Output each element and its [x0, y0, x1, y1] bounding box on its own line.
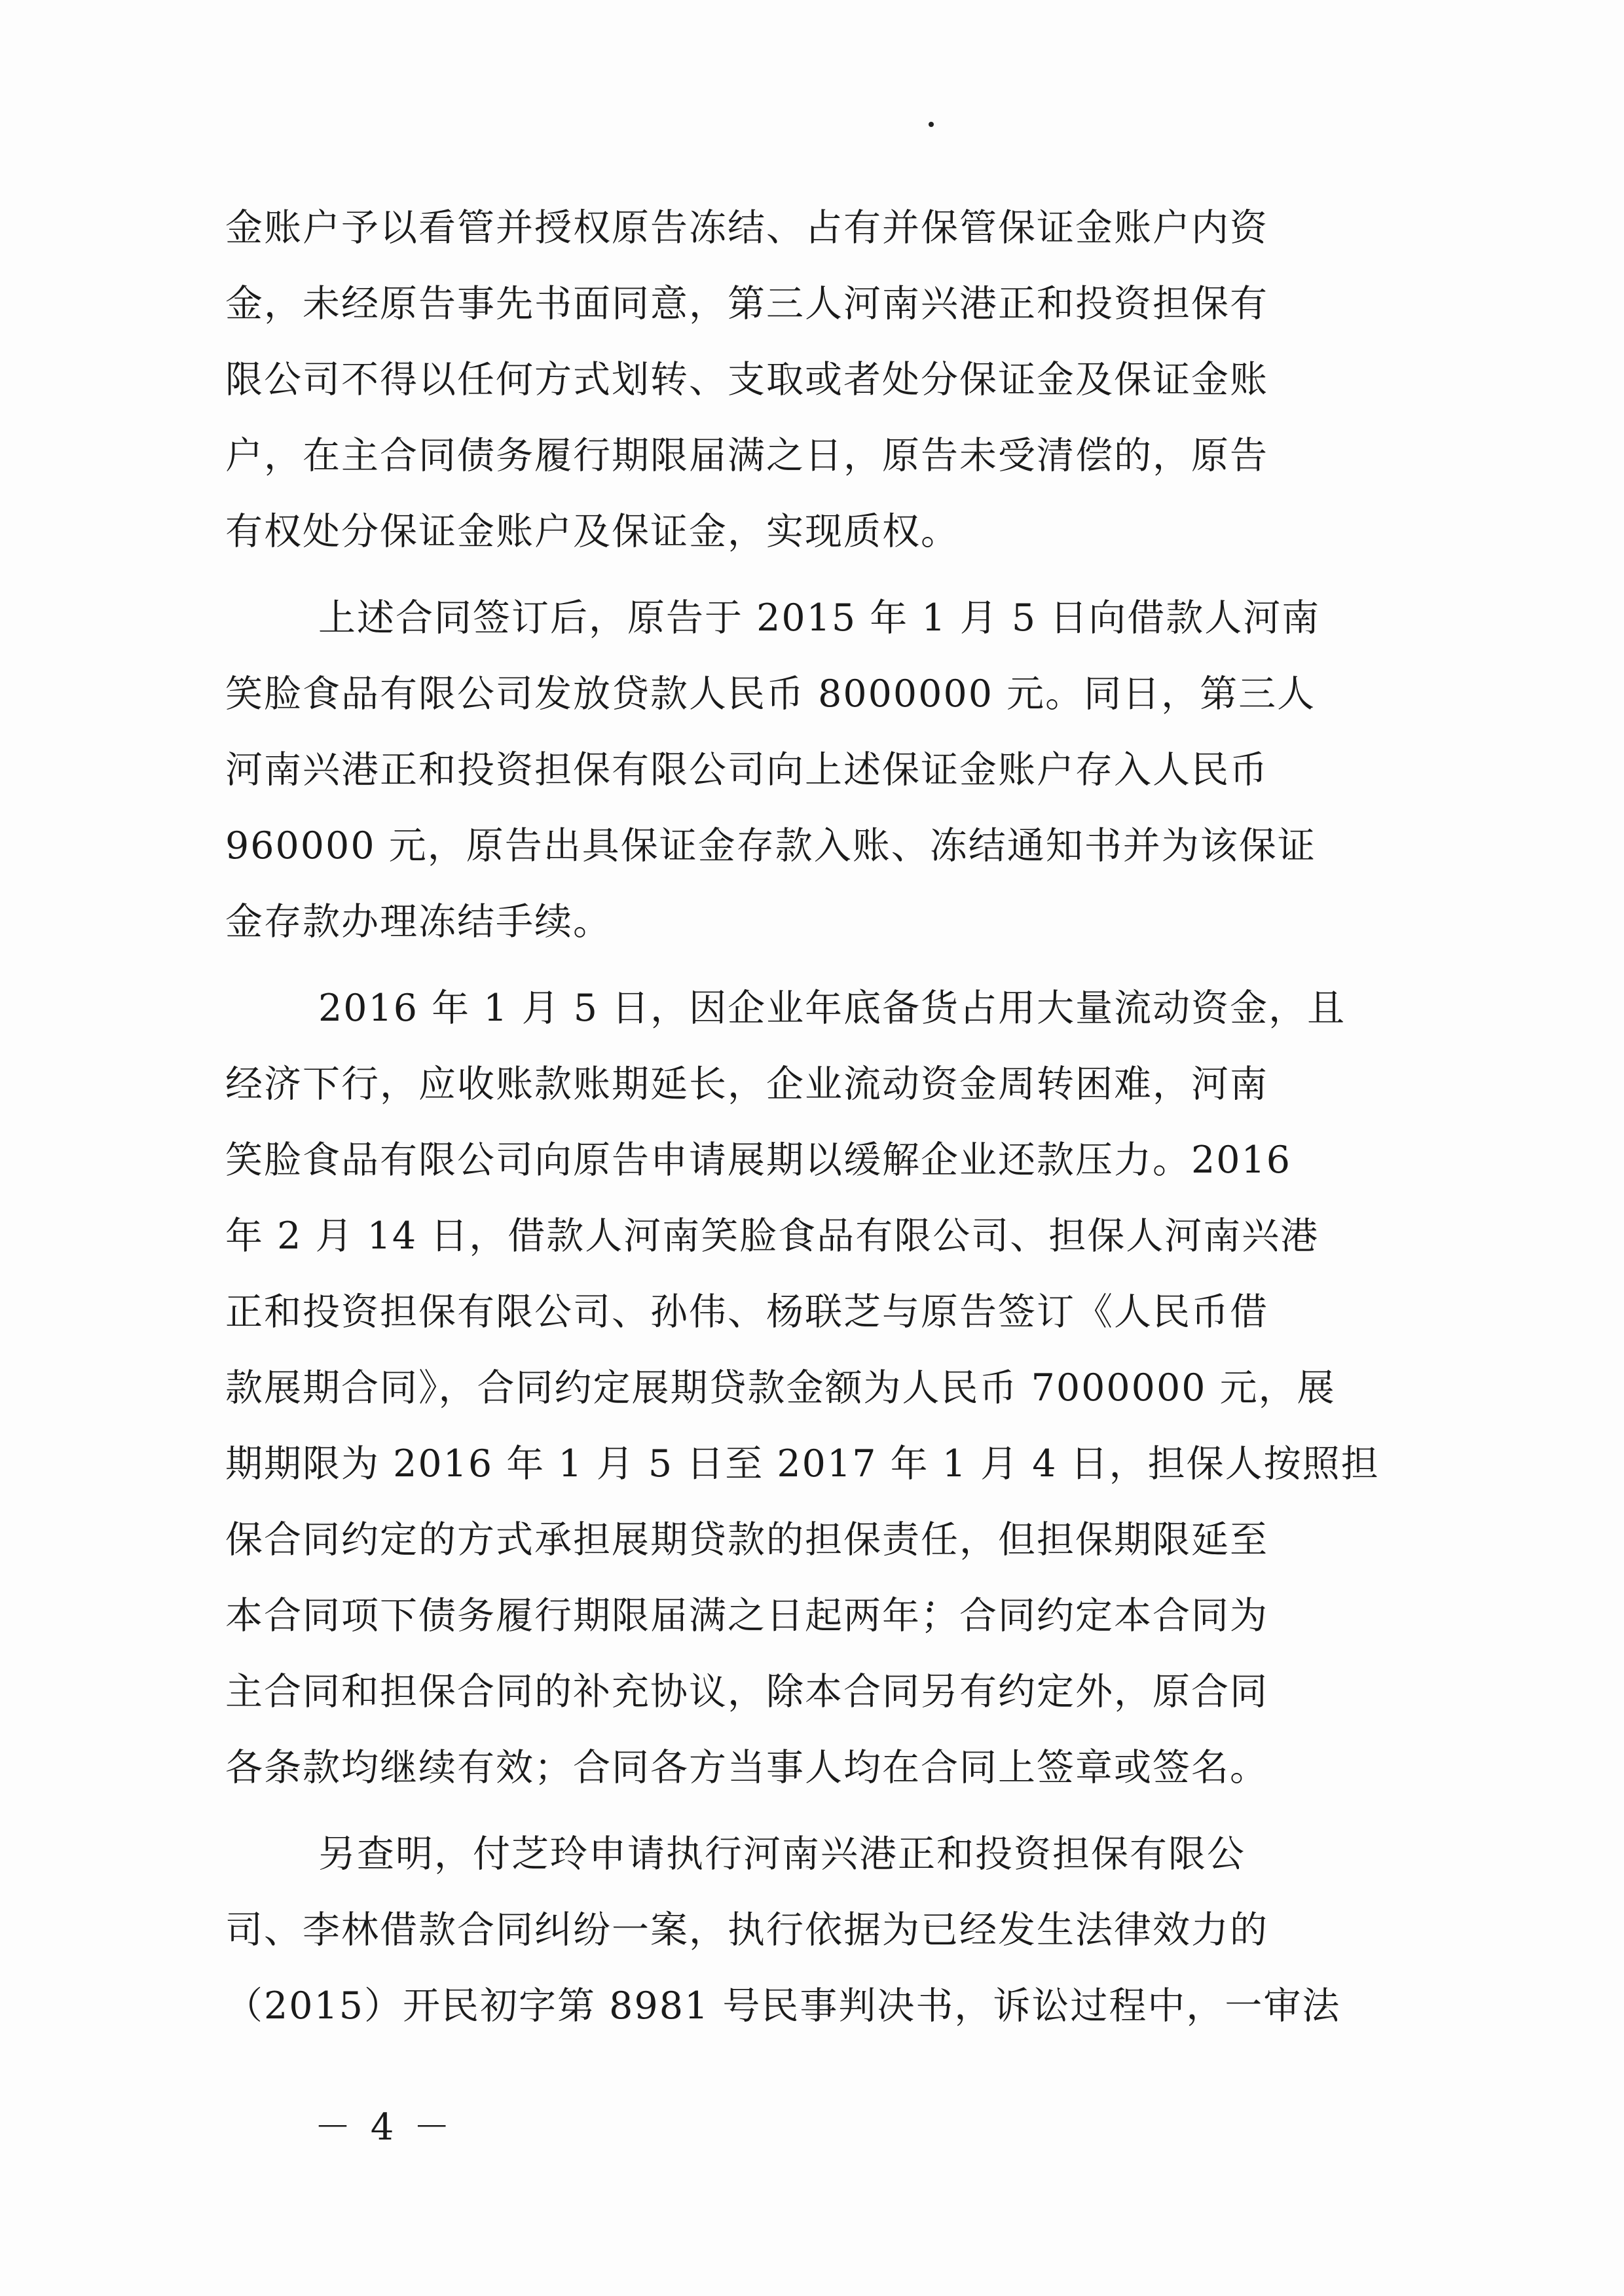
text-line: 河南兴港正和投资担保有限公司向上述保证金账户存入人民币	[225, 748, 1268, 792]
text-line: 户，在主合同债务履行期限届满之日，原告未受清偿的，原告	[225, 434, 1268, 477]
text-line: （2015）开民初字第 8981 号民事判决书，诉讼过程中，一审法	[225, 1984, 1341, 2028]
text-line: 限公司不得以任何方式划转、支取或者处分保证金及保证金账	[225, 358, 1268, 401]
text-line: 主合同和担保合同的补充协议，除本合同另有约定外，原合同	[225, 1670, 1268, 1713]
text-line: 经济下行，应收账款账期延长，企业流动资金周转困难，河南	[225, 1063, 1268, 1106]
text-line: 各条款均继续有效；合同各方当事人均在合同上签章或签名。	[225, 1746, 1268, 1789]
paragraph-first-line: 另查明，付芝玲申请执行河南兴港正和投资担保有限公	[318, 1832, 1246, 1876]
text-line: 款展期合同》，合同约定展期贷款金额为人民币 7000000 元，展	[225, 1366, 1336, 1410]
text-line: 保合同约定的方式承担展期贷款的担保责任，但担保期限延至	[225, 1518, 1268, 1561]
text-line: 金，未经原告事先书面同意，第三人河南兴港正和投资担保有	[225, 282, 1268, 325]
paragraph-first-line: 上述合同签订后，原告于 2015 年 1 月 5 日向借款人河南	[318, 596, 1321, 640]
text-line: 司、李林借款合同纠纷一案，执行依据为已经发生法律效力的	[225, 1908, 1268, 1952]
text-line: 金账户予以看管并授权原告冻结、占有并保管保证金账户内资	[225, 206, 1268, 249]
text-line: 本合同项下债务履行期限届满之日起两年；合同约定本合同为	[225, 1594, 1268, 1637]
text-line: 正和投资担保有限公司、孙伟、杨联芝与原告签订《人民币借	[225, 1290, 1268, 1334]
text-line: 960000 元，原告出具保证金存款入账、冻结通知书并为该保证	[225, 824, 1316, 867]
text-line: 期期限为 2016 年 1 月 5 日至 2017 年 1 月 4 日，担保人按照担	[225, 1442, 1380, 1485]
text-line: 有权处分保证金账户及保证金，实现质权。	[225, 510, 959, 553]
text-line: 金存款办理冻结手续。	[225, 900, 612, 943]
text-line: 笑脸食品有限公司向原告申请展期以缓解企业还款压力。2016	[225, 1139, 1292, 1182]
scan-speck	[929, 122, 934, 127]
paragraph-first-line: 2016 年 1 月 5 日，因企业年底备货占用大量流动资金，且	[318, 987, 1346, 1030]
page-number: － 4 －	[314, 2106, 454, 2149]
text-line: 年 2 月 14 日，借款人河南笑脸食品有限公司、担保人河南兴港	[225, 1214, 1320, 1258]
text-line: 笑脸食品有限公司发放贷款人民币 8000000 元。同日，第三人	[225, 672, 1316, 716]
